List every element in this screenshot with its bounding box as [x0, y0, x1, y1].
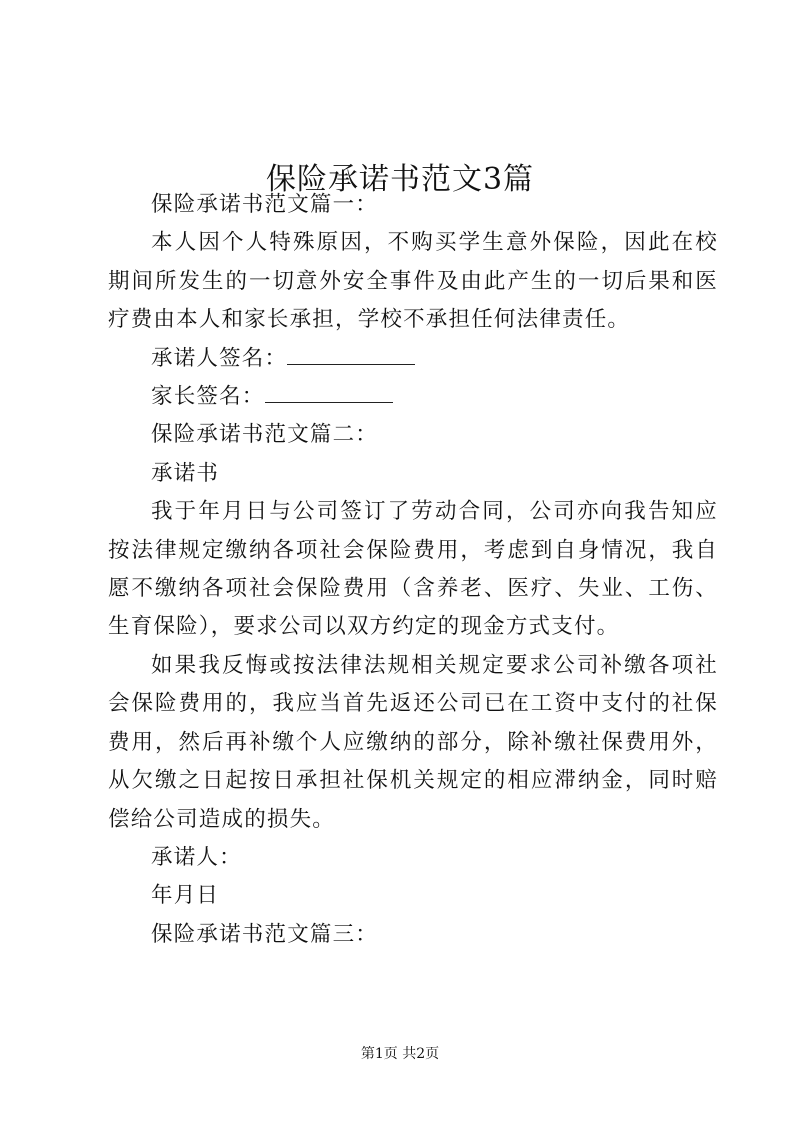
- signature-label-promiser: 承诺人签名：: [151, 345, 288, 371]
- date-label: 年月日: [151, 883, 220, 909]
- paragraph-statement-3: 如果我反悔或按法律法规相关规定要求公司补缴各项社会保险费用的，我应当首先返还公司已在工资中支付的社保费用，然后再补缴个人应缴纳的部分，除补缴社保费用外，从欠缴之日起按日承担社保机关规定的相应滞纳金，同时赔偿给公司造成的损失。: [108, 652, 718, 832]
- section-heading-2: 保险承诺书范文篇二：: [151, 422, 379, 448]
- section-heading-1: 保险承诺书范文篇一：: [151, 192, 379, 217]
- document-body: [108, 186, 718, 954]
- signature-blank-parent: [265, 384, 393, 403]
- section-heading-3: 保险承诺书范文篇三：: [151, 921, 379, 947]
- subheading-commitment: 承诺书: [151, 460, 220, 486]
- promiser-label: 承诺人：: [151, 844, 242, 870]
- paragraph-statement-1: 本人因个人特殊原因，不购买学生意外保险，因此在校期间所发生的一切意外安全事件及由此产生的一切后果和医疗费由本人和家长承担，学校不承担任何法律责任。: [108, 230, 718, 333]
- signature-label-parent: 家长签名：: [151, 384, 265, 410]
- paragraph-statement-2: 我于年月日与公司签订了劳动合同，公司亦向我告知应按法律规定缴纳各项社会保险费用，考虑到自身情况，我自愿不缴纳各项社会保险费用（含养老、医疗、失业、工伤、生育保险），要求公司以双方约定的现金方式支付。: [108, 499, 718, 640]
- signature-line-parent: [108, 378, 718, 416]
- page-footer: 第1页 共2页: [360, 1046, 440, 1062]
- signature-blank-promiser: [287, 346, 415, 365]
- page-title: 保险承诺书范文3篇: [265, 162, 535, 198]
- signature-line-promiser: [108, 340, 718, 378]
